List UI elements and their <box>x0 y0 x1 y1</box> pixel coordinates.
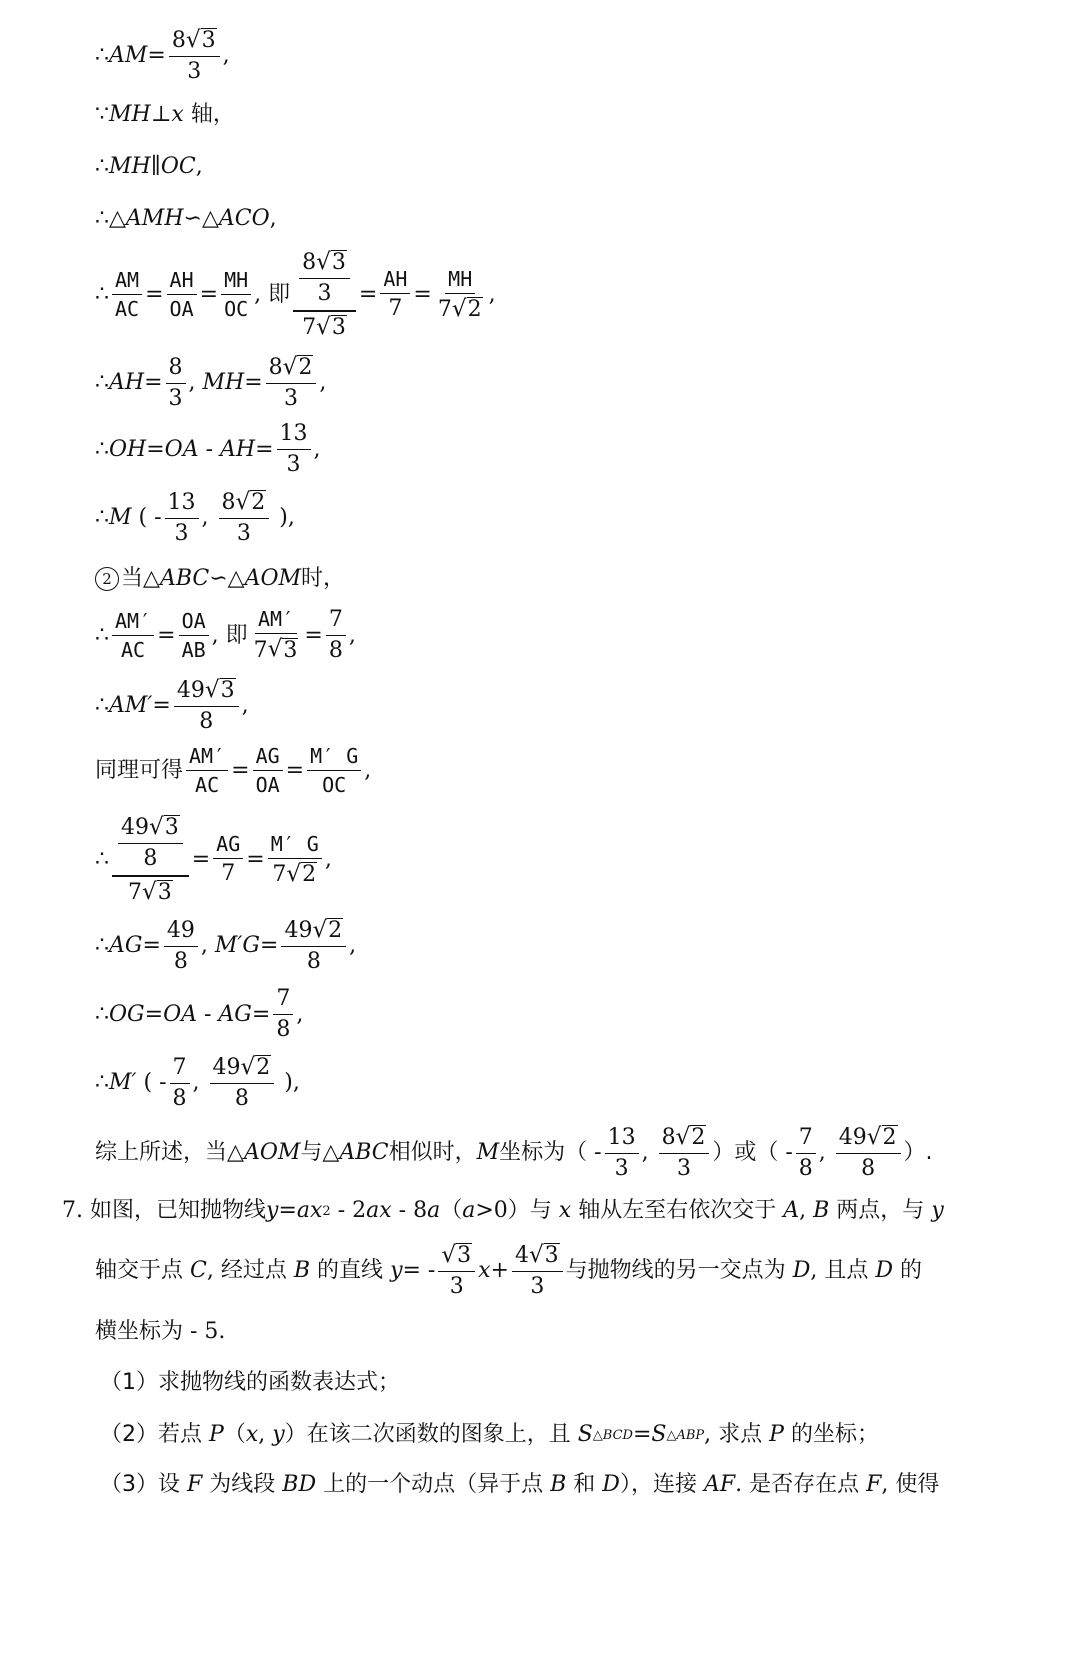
fraction: 8 √ 3 3 <box>169 28 220 85</box>
solution-line-1: ∴ AM = 8 √ 3 3 , <box>95 27 230 85</box>
solution-line-14: ∴ AG = $\frac{49}{8}$ , M′G = 49 √ 2 8 , <box>95 917 357 975</box>
solution-line-5: ∴ $\frac{AM}{AC}$ = $\frac{AH}{OA}$ = $\frac{MH}{OC}$ , 即 8 √ 3 3 7 √ 3 = $\frac{AH}{7}$ = MH 7 √ 2 , <box>95 249 496 340</box>
solution-line-12: 同理可得 $\frac{AM'}{AC}$ = $\frac{AG}{OA}$ = $\frac{M' G}{OC}$ , <box>95 744 372 797</box>
solution-summary: 综上所述，当 △ AOM 与 △ ABC 相似时， M 坐标为（ - $\frac{13}{3}$ , 8 √ 2 3 ）或（ - $\frac{7}{8}$ , 49 √ 2 8 ）. <box>95 1124 933 1182</box>
solution-line-15: ∴ OG = OA - AG = $\frac{7}{8}$ , <box>95 986 304 1043</box>
problem-number: 7. <box>62 1198 83 1223</box>
solution-line-10: ∴ $\frac{AM'}{AC}$ = $\frac{OA}{AB}$ , 即 AM′ 7 √ 3 = $\frac{7}{8}$ , <box>95 607 356 664</box>
question-1: （1）求抛物线的函数表达式； <box>100 1370 400 1395</box>
solution-line-7: ∴ OH = OA - AH = $\frac{13}{3}$ , <box>95 421 321 478</box>
solution-line-16: ∴ M′ ( - $\frac{7}{8}$ , 49 √ 2 8 ), <box>95 1054 300 1112</box>
solution-line-3: ∴ MH ∥ OC , <box>95 154 203 179</box>
therefore-symbol: ∴ <box>95 43 109 69</box>
solution-line-8: ∴ M ( - $\frac{13}{3}$ , 8 √ 2 3 ), <box>95 489 295 547</box>
solution-line-4: ∴ △ AMH ∽△ ACO , <box>95 206 277 231</box>
problem-7-line-1: 7. 如图，已知抛物线 y = ax 2 - 2 ax - 8 a （ a >0 ）与 x 轴从左至右依次交于 A , B 两点，与 y <box>62 1198 944 1223</box>
solution-line-11: ∴ AM′ = 49 √ 3 8 , <box>95 677 249 735</box>
circled-number-two: 2 <box>95 567 119 591</box>
problem-7-line-2: 轴交于点 C , 经过点 B 的直线 y = - √ 3 3 x + 4 √ 3 3 与抛物线的另一交点为 D , 且点 D 的 <box>95 1242 922 1300</box>
solution-line-2: ∵ MH ⊥ x 轴， <box>95 102 235 127</box>
solution-line-6: ∴ AH = $\frac{8}{3}$ , MH = 8 √ 2 3 , <box>95 354 327 412</box>
question-3: （3）设 F 为线段 BD 上的一个动点（异于点 B 和 D ），连接 AF . 是否存在点 F , 使得 <box>100 1472 940 1497</box>
solution-line-9: 2 当 △ ABC ∽△ AOM 时， <box>95 567 345 591</box>
solution-line-13: ∴ 49 √ 3 8 7 √ 3 = $\frac{AG}{7}$ = M′ G 7 √ 2 , <box>95 814 332 905</box>
problem-7-line-3: 横坐标为 - 5. <box>95 1319 226 1344</box>
question-2: （2）若点 P （ x , y ）在该二次函数的图象上，且 S △BCD = S △ABP , 求点 P 的坐标； <box>100 1422 879 1447</box>
